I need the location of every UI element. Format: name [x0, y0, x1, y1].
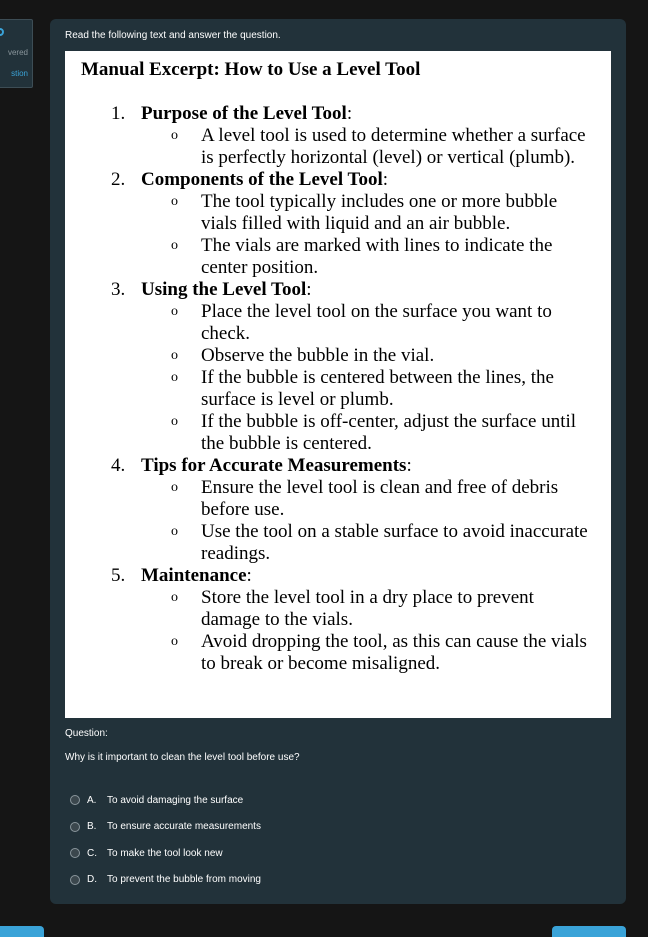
bullet-text: The vials are marked with lines to indicate the center position. [201, 235, 553, 278]
bullet-text: Place the level tool on the surface you want to check. [201, 301, 552, 344]
radio-button-icon[interactable] [70, 848, 80, 858]
option-letter: D. [87, 874, 97, 886]
bullet-text: The tool typically includes one or more bubble vials filled with liquid and an air bubble. [201, 191, 558, 234]
option-d[interactable] [70, 867, 261, 894]
option-a[interactable] [70, 787, 261, 814]
passage-section: 1. Purpose of the Level Tool: o A level tool is used to determine whether a surface is perfectly horizontal (level) or vertical (plumb). [65, 103, 611, 169]
bullet-text: Avoid dropping the tool, as this can cause the vials to break or become misaligned. [201, 631, 587, 674]
bullet-text: If the bubble is centered between the lines, the surface is level or plumb. [201, 367, 554, 410]
previous-button[interactable] [0, 926, 44, 937]
bullet-item [141, 301, 611, 345]
bullet-item [141, 191, 611, 235]
section-number: 5. [111, 565, 126, 586]
bullet-text: A level tool is used to determine whether a surface is perfectly horizontal (level) or vertical (plumb). [201, 125, 586, 168]
bullet-circle-icon: o [171, 370, 178, 385]
bullet-circle-icon: o [171, 194, 178, 209]
bullet-circle-icon: o [171, 128, 178, 143]
bullet-text: Ensure the level tool is clean and free of debris before use. [201, 477, 559, 520]
bullet-text: Use the tool on a stable surface to avoid inaccurate readings. [201, 521, 588, 564]
passage-section: 4. Tips for Accurate Measurements: o Ensure the level tool is clean and free of debris before use. o Use the tool on a stable surface to avoid inaccurate readings. [65, 455, 611, 565]
passage-section: 2. Components of the Level Tool: o The tool typically includes one or more bubble vials filled with liquid and an air bubble. o The vials are marked with lines to indicate the center position. [65, 169, 611, 279]
section-number: 1. [111, 103, 126, 124]
passage-box [65, 51, 611, 718]
question-panel [50, 19, 626, 904]
bullet-circle-icon: o [171, 414, 178, 429]
bullet-circle-icon: o [171, 304, 178, 319]
section-bullets [65, 587, 611, 675]
bullet-circle-icon: o [171, 480, 178, 495]
bullet-circle-icon: o [171, 634, 178, 649]
bullet-circle-icon: o [171, 238, 178, 253]
question-text: Why is it important to clean the level tool before use? [65, 752, 300, 763]
bullet-item [141, 521, 611, 565]
bullet-text: Observe the bubble in the vial. [201, 345, 435, 366]
section-number: 3. [111, 279, 126, 300]
section-bullets [65, 301, 611, 455]
option-c[interactable] [70, 840, 261, 867]
question-label: Question: [65, 728, 108, 739]
bullet-item [141, 367, 611, 411]
answered-label: vered [7, 48, 28, 57]
bullet-text: Store the level tool in a dry place to prevent damage to the vials. [201, 587, 534, 630]
section-bullets [65, 477, 611, 565]
option-letter: B. [87, 821, 97, 833]
next-button[interactable] [552, 926, 626, 937]
section-bullets [65, 191, 611, 279]
bullet-circle-icon: o [171, 590, 178, 605]
section-number: 4. [111, 455, 126, 476]
option-text: To avoid damaging the surface [107, 794, 244, 806]
radio-button-icon[interactable] [70, 875, 80, 885]
question-link[interactable]: stion [11, 69, 28, 78]
section-heading: Components of the Level Tool [141, 169, 383, 190]
option-b[interactable] [70, 814, 261, 841]
section-number: 2. [111, 169, 126, 190]
bullet-item [141, 345, 611, 367]
section-heading: Maintenance [141, 565, 247, 586]
bullet-circle-icon: o [171, 524, 178, 539]
bullet-item [141, 235, 611, 279]
section-bullets [65, 125, 611, 169]
option-letter: A. [87, 794, 97, 806]
option-letter: C. [87, 847, 97, 859]
answer-options [70, 787, 261, 893]
option-text: To ensure accurate measurements [107, 821, 261, 833]
bullet-item [141, 631, 611, 675]
section-heading: Tips for Accurate Measurements [141, 455, 407, 476]
instruction-text: Read the following text and answer the question. [65, 30, 281, 41]
bullet-item [141, 587, 611, 631]
passage-section: 3. Using the Level Tool: o Place the level tool on the surface you want to check. o Observe the bubble in the vial. o If the bubble is centered between the lines, the surface is level or plumb. o If the bubble is off-center, adjust the surface until the bubble is centered. [65, 279, 611, 455]
passage-sections [65, 103, 611, 675]
section-heading: Using the Level Tool [141, 279, 307, 300]
passage-section: 5. Maintenance: o Store the level tool in a dry place to prevent damage to the vials. o Avoid dropping the tool, as this can cause the vials to break or become misaligned. [65, 565, 611, 675]
bullet-text: If the bubble is off-center, adjust the surface until the bubble is centered. [201, 411, 577, 454]
passage-title: Manual Excerpt: How to Use a Level Tool [81, 59, 421, 80]
bullet-item [141, 411, 611, 455]
question-status-card[interactable] [0, 19, 33, 88]
section-heading: Purpose of the Level Tool [141, 103, 347, 124]
option-text: To make the tool look new [107, 847, 223, 859]
bullet-item [141, 477, 611, 521]
bullet-circle-icon: o [171, 348, 178, 363]
radio-button-icon[interactable] [70, 822, 80, 832]
status-ring-icon [0, 28, 4, 36]
option-text: To prevent the bubble from moving [107, 874, 261, 886]
radio-button-icon[interactable] [70, 795, 80, 805]
bullet-item [141, 125, 611, 169]
